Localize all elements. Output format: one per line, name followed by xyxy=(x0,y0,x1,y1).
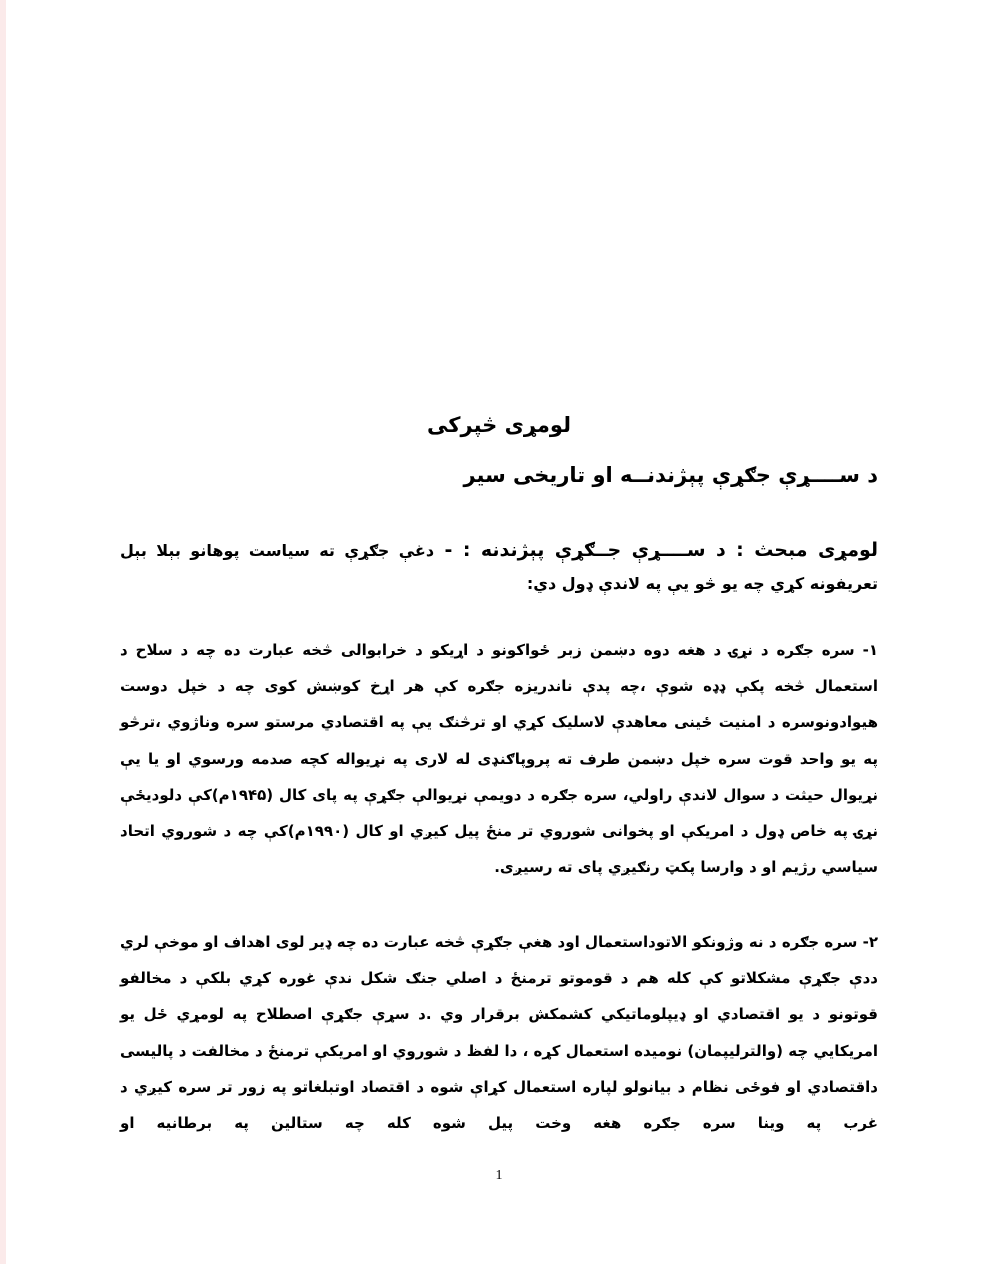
page-edge-strip xyxy=(0,0,6,1264)
section-intro-text: دغې جګړې ته سياست پوهانو بېلا بېل تعريفونه کړي چه يو څو يې په لاندې ډول دي: xyxy=(120,541,878,593)
document-page xyxy=(120,0,878,1264)
section-intro xyxy=(120,534,878,600)
page-number: 1 xyxy=(495,1168,503,1183)
paragraph-2: ۲- سره جګره د نه وژونکو الاتوداستعمال اود هغې جګړې څخه عبارت ده چه ډير لوی اهداف او موخې لري ددې جګړې مشکلاتو کې کله هم د قوموتو ترمنځ د اصلي جنګ شکل ندې غوره کړي بلکې د مخالفو قوتونو د يو اقتصادي او ډيپلوماتيکي کشمکش برقرار وي .د سړې جګړې اصطلاح په لومړي ځل يو امريکايي چه (والترليپمان) نوميده استعمال کړه ، دا لفظ د شوروي او امريکې ترمنځ د مخالفت د پاليسی داقتصادي او فوځی نظام د بيانولو لپاره استعمال کړاې شوه د اقتصاد اوتبلغاتو په زور تر سره کيږي د غرب په وينا سره جګره هغه وخت پيل شوه کله چه ستالين په برطانيه او xyxy=(120,933,878,1133)
chapter-title: لومړی څپرکی xyxy=(427,413,571,437)
paragraph-1: ۱- سره جګره د نړۍ د هغه دوه دښمن زبر ځواکونو د اړيکو د خرابوالی څخه عبارت ده چه د سلاح د استعمال څخه پکې ډډه شوې ،چه پدې ناندريزه جګره کې هر اړخ کوښش کوی چه د خپل دوست هيوادونوسره د امنيت ځينی معاهدې لاسليک کړي او ترڅنګ يې په اقتصادي مرستو سره وناژوي ،ترڅو په يو واحد قوت سره خپل دښمن طرف ته پروپاګنډی له لاری په نړيواله کچه صدمه ورسوي او يا يې نړيوال حيثت د سوال لاندې راولي، سره جګره د دويمې نړيوالې جګړې په پای کال (۱۹۴۵م)کې دلوديځې نړۍ په خاص ډول د امريکې او پخوانی شوروي تر منځ پيل کيږي او کال (۱۹۹۰م)کې چه د شوروي اتحاد سياسي رژيم او د وارسا پکټ رنګيږي پای ته رسيږی. xyxy=(120,641,878,877)
chapter-subtitle: د ســــړې جګړې پېژندنــه او تاريخی سير xyxy=(463,463,878,487)
section-heading: لومړی مبحث : د ســــړې جــګړې پېژندنه : - xyxy=(434,539,879,561)
